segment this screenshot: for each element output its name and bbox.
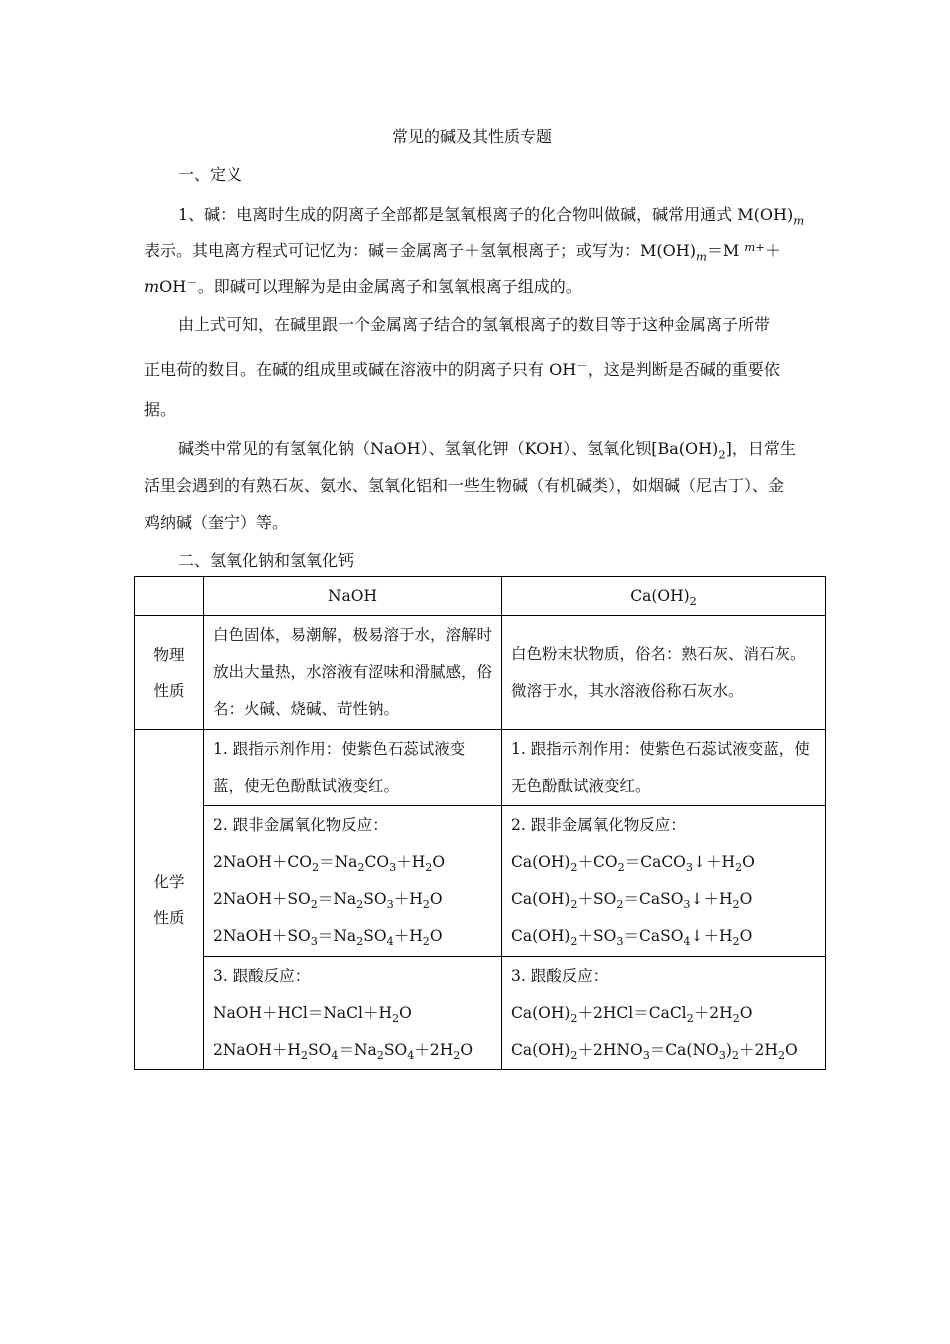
caoh2-oxide-cell (502, 806, 826, 957)
text: 。即碱可以理解为是由金属离子和氢氧根离子组成的。 (197, 277, 582, 296)
equation: $Ca(OH)_2+SO_2=CaSO_3↓+H_2O$ (511, 890, 753, 912)
subscript: 2 (718, 447, 726, 462)
page-title: 常见的碱及其性质专题 (392, 127, 553, 146)
header-naoh: NaOH (204, 577, 502, 616)
text: 3. 跟酸反应： (511, 966, 609, 985)
para3-line2: 活里会遇到的有熟石灰、氨水、氢氧化铝和一些生物碱（有机碱类），如烟碱（尼古丁）、金 (144, 476, 785, 495)
para3-line1 (178, 436, 796, 462)
caoh2-physical-cell (502, 616, 826, 730)
naoh-acid-cell (204, 957, 502, 1070)
para1-line2 (144, 238, 781, 264)
subscript: m (793, 213, 805, 228)
naoh-indicator-cell (204, 730, 502, 806)
text: 碱类中常见的有氢氧化钠（NaOH）、氢氧化钾（KOH）、氢氧化钡[Ba(OH) (178, 439, 719, 458)
text: m (144, 277, 160, 296)
text: 性质 (153, 908, 185, 927)
para3-line3: 鸡纳碱（奎宁）等。 (144, 513, 289, 532)
text: 表示。其电离方程式可记忆为：碱＝金属离子＋氢氧根离子；或写为：M(OH) (144, 241, 696, 260)
table-header-row (135, 577, 826, 616)
text: 正电荷的数目。在碱的组成里或碱在溶液中的阴离子只有 OH (144, 360, 577, 379)
table-row-chem-indicator (135, 730, 826, 806)
row-label-physical (135, 616, 204, 730)
superscript: － (576, 358, 588, 373)
text: ，这是判断是否碱的重要依 (587, 360, 780, 379)
text: Ca(OH) (630, 587, 690, 605)
equation: $Ca(OH)_2+2HNO_3=Ca(NO_3)_2+2H_2O$ (511, 1040, 798, 1062)
section-heading-comparison: 二、氢氧化钠和氢氧化钙 (178, 551, 355, 570)
text: 化学 (153, 872, 185, 891)
naoh-physical-cell (204, 616, 502, 730)
equation: $Ca(OH)_2+2HCl=CaCl_2+2H_2O$ (511, 1003, 753, 1025)
equation: $NaOH+HCl=NaCl+H_2O$ (213, 1003, 412, 1025)
text: ＝M (706, 241, 745, 260)
text: 1. 跟指示剂作用：使紫色石蕊试液变蓝，使无色酚酞试液变红。 (213, 739, 466, 795)
text: 性质 (153, 681, 185, 700)
equation: $2NaOH+SO_3=Na_2SO_4+H_2O$ (213, 927, 443, 949)
subscript: 2 (689, 595, 697, 609)
text: 2. 跟非金属氧化物反应： (511, 816, 686, 834)
para1-line1 (178, 202, 805, 228)
text: 1、碱：电离时生成的阴离子全部都是氢氧根离子的化合物叫做碱，碱常用通式 M(OH) (178, 205, 794, 224)
header-caoh2 (502, 577, 826, 616)
equation: $2NaOH+H_2SO_4=Na_2SO_4+2H_2O$ (213, 1040, 474, 1062)
superscript: － (186, 275, 198, 290)
text: OH (159, 277, 187, 296)
naoh-oxide-cell (204, 806, 502, 957)
equation: $2NaOH+SO_2=Na_2SO_3+H_2O$ (213, 890, 443, 912)
text: 白色粉末状物质，俗名：熟石灰、消石灰。微溶于水，其水溶液俗称石灰水。 (511, 644, 806, 700)
equation: $Ca(OH)_2+CO_2=CaCO_3↓+H_2O$ (511, 853, 755, 875)
caoh2-acid-cell (502, 957, 826, 1070)
para2-line2 (144, 357, 780, 380)
caoh2-indicator-cell (502, 730, 826, 806)
text: ＋ (764, 241, 781, 260)
comparison-table (134, 576, 826, 1070)
section-heading-definition: 一、定义 (178, 165, 243, 184)
subscript: m (695, 249, 707, 264)
equation: $Ca(OH)_2+SO_3=CaSO_4↓+H_2O$ (511, 927, 753, 949)
text: 1. 跟指示剂作用：使紫色石蕊试液变蓝，使无色酚酞试液变红。 (511, 739, 810, 795)
text: 物理 (153, 645, 185, 664)
header-empty-cell (135, 577, 204, 616)
equation: $2NaOH+CO_2=Na_2CO_3+H_2O$ (213, 853, 446, 875)
table-row-chem-acid (135, 957, 826, 1070)
text: 2. 跟非金属氧化物反应： (213, 816, 388, 834)
table-row-chem-oxide (135, 806, 826, 957)
para1-line3 (144, 274, 582, 297)
text: ]，日常生 (725, 439, 796, 458)
text: 3. 跟酸反应： (213, 966, 311, 985)
para2-line3: 据。 (144, 400, 177, 419)
text: 白色固体，易潮解，极易溶于水，溶解时放出大量热，水溶液有涩味和滑腻感，俗名：火碱、烧碱、苛性钠。 (213, 626, 493, 718)
para2-line1: 由上式可知，在碱里跟一个金属离子结合的氢氧根离子的数目等于这种金属离子所带 (178, 315, 771, 334)
table-row-physical (135, 616, 826, 730)
superscript: m+ (744, 239, 765, 254)
row-label-chemical (135, 730, 204, 1070)
